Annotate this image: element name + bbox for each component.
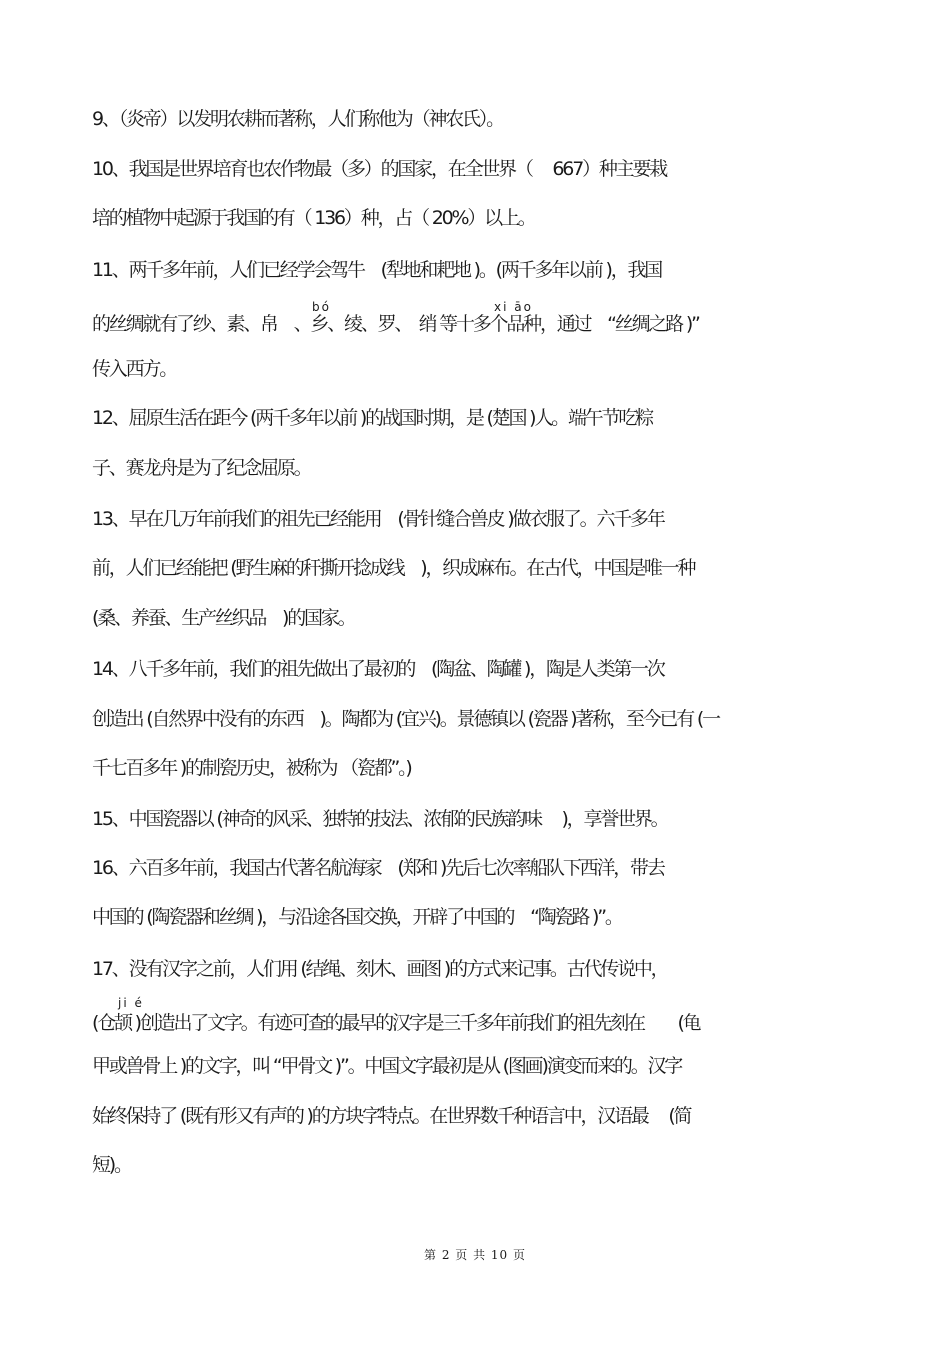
page-footer: 第 2 页 共 10 页 (424, 1248, 526, 1262)
item-17-line-4: 始终保持了 (既有形又有声的 )的方块字特点。在世界数千种语言中，汉语最 (简 (92, 1105, 691, 1127)
item-17-line-1: 17、没有汉字之前，人们用 (结绳、刻木、画图 )的方式来记事。古代传说中， (92, 958, 668, 980)
item-14-line-1: 14、八千多年前，我们的祖先做出了最初的 (陶盆、陶罐 )，陶是人类第一次 (92, 658, 664, 680)
item-17-line-3: 甲或兽骨上 )的文字，叫 “甲骨文 )”。中国文字最初是从 (图画)演变而来的。汉字 (92, 1055, 682, 1077)
item-11-line-3: 传入西方。 (92, 358, 177, 380)
pinyin-jie: ji é (118, 996, 144, 1010)
item-16-line-1: 16、六百多年前，我国古代著名航海家 (郑和 )先后七次率船队下西洋，带去 (92, 857, 664, 879)
item-10-line-1: 10、我国是世界培育也农作物最（多）的国家，在全世界（ 667）种主要栽 (92, 158, 667, 180)
item-16-line-2: 中国的 (陶瓷器和丝绸 )，与沿途各国交换，开辟了中国的 “陶瓷路 )”。 (92, 906, 622, 928)
pinyin-xiao: xi āo (494, 300, 533, 314)
item-14-line-3: 千七百多年 )的制瓷历史，被称为 （瓷都”。) (92, 757, 411, 779)
pinyin-bo: bó (312, 300, 331, 314)
item-17-line-5: 短)。 (92, 1154, 131, 1176)
item-17-line-2: (仓颉 )创造出了文字。有迹可查的最早的汉字是三千多年前我们的祖先刻在 (龟 (92, 1012, 700, 1034)
item-12-line-1: 12、屈原生活在距今 (两千多年以前 )的战国时期，是 (楚国 )人。端午节吃粽 (92, 407, 652, 429)
item-13-line-3: (桑、养蚕、生产丝织品 )的国家。 (92, 607, 355, 629)
item-10-line-2: 培的植物中起源于我国的有（ 136）种，占（ 20%）以上。 (92, 207, 535, 229)
item-11-line-1: 11、两千多年前，人们已经学会驾牛 (犁地和耙地 )。(两千多年以前 )，我国 (92, 259, 662, 281)
item-14-line-2: 创造出 (自然界中没有的东西 )。陶都为 (宜兴)。景德镇以 (瓷器 )著称，至今已有 (一 (92, 708, 719, 730)
item-11-line-2: 的丝绸就有了纱、素、帛 、乡、绫、罗、 绡 等十多个品种，通过 “丝绸之路 )” (92, 313, 699, 335)
item-15-line-1: 15、中国瓷器以 (神奇的风采、独特的技法、浓郁的民族韵味 )，享誉世界。 (92, 808, 668, 830)
item-9-line-1: 9、（炎帝）以发明农耕而著称，人们称他为（神农氏）。 (92, 108, 503, 130)
item-13-line-1: 13、早在几万年前我们的祖先已经能用 (骨针缝合兽皮 )做衣服了。六千多年 (92, 508, 664, 530)
item-13-line-2: 前，人们已经能把 (野生麻的秆撕开捻成线 )，织成麻布。在古代，中国是唯一种 (92, 557, 695, 579)
item-12-line-2: 子、赛龙舟是为了纪念屈原。 (92, 457, 311, 479)
